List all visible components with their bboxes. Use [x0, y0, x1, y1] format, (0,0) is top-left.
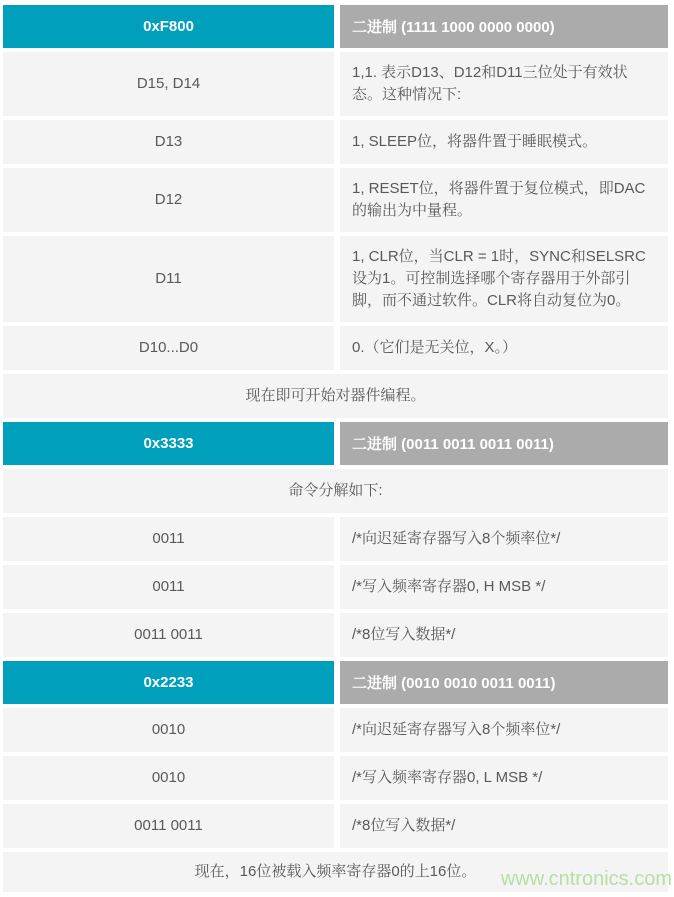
- bit-value-cell: 0011: [3, 565, 334, 609]
- table-row-d15-d14: [3, 52, 668, 116]
- binary-value-header: 二进制 (0011 0011 0011 0011): [340, 422, 668, 465]
- bit-description-cell: 1,1. 表示D13、D12和D11三位处于有效状态。这种情况下:: [340, 52, 668, 116]
- table-row-bits-0011-b: [3, 565, 668, 609]
- bit-description-cell: 0.（它们是无关位，X。）: [340, 326, 668, 370]
- header-row-0x2233: [3, 661, 668, 704]
- table-row-bits-0011-a: [3, 517, 668, 561]
- hex-code-header: 0xF800: [3, 5, 334, 48]
- note-row-register-loaded: [3, 852, 672, 892]
- table-row-d12: [3, 168, 668, 232]
- hex-code-header: 0x2233: [3, 661, 334, 704]
- bit-comment-cell: /*写入频率寄存器0, L MSB */: [340, 756, 668, 800]
- register-table: [3, 5, 672, 892]
- bit-value-cell: 0010: [3, 756, 334, 800]
- bit-name-cell: D12: [3, 168, 334, 232]
- note-text: 现在，16位被载入频率寄存器0的上16位。: [194, 863, 477, 880]
- header-row-0x3333: [3, 422, 668, 465]
- table-row-d11: [3, 236, 668, 322]
- bit-name-cell: D13: [3, 120, 334, 164]
- bit-comment-cell: /*写入频率寄存器0, H MSB */: [340, 565, 668, 609]
- header-row-0xf800: [3, 5, 668, 48]
- table-row-bits-0010-a: [3, 708, 668, 752]
- bit-description-cell: 1, SLEEP位，将器件置于睡眠模式。: [340, 120, 668, 164]
- table-row-d13: [3, 120, 668, 164]
- note-row-command-breakdown: [3, 469, 668, 513]
- hex-code-header: 0x3333: [3, 422, 334, 465]
- watermark-text: www.cntronics.com: [500, 868, 672, 890]
- table-row-bits-0011-0011-b: [3, 804, 668, 848]
- binary-value-header: 二进制 (0010 0010 0011 0011): [340, 661, 668, 704]
- note-text: 命令分解如下:: [3, 469, 668, 513]
- bit-comment-cell: /*向迟延寄存器写入8个频率位*/: [340, 517, 668, 561]
- table-row-d10-d0: [3, 326, 668, 370]
- note-text: 现在即可开始对器件编程。: [3, 374, 668, 418]
- bit-description-cell: 1, RESET位，将器件置于复位模式，即DAC的输出为中量程。: [340, 168, 668, 232]
- bit-value-cell: 0010: [3, 708, 334, 752]
- bit-value-cell: 0011 0011: [3, 613, 334, 657]
- bit-value-cell: 0011 0011: [3, 804, 334, 848]
- bit-name-cell: D11: [3, 236, 334, 322]
- bit-comment-cell: /*8位写入数据*/: [340, 613, 668, 657]
- bit-name-cell: D10...D0: [3, 326, 334, 370]
- bit-comment-cell: /*8位写入数据*/: [340, 804, 668, 848]
- bit-description-cell: 1, CLR位，当CLR = 1时，SYNC和SELSRC设为1。可控制选择哪个寄存器用于外部引脚，而不通过软件。CLR将自动复位为0。: [340, 236, 668, 322]
- binary-value-header: 二进制 (1111 1000 0000 0000): [340, 5, 668, 48]
- bit-value-cell: 0011: [3, 517, 334, 561]
- table-row-bits-0011-0011-a: [3, 613, 668, 657]
- table-row-bits-0010-b: [3, 756, 668, 800]
- bit-comment-cell: /*向迟延寄存器写入8个频率位*/: [340, 708, 668, 752]
- note-text-container: [3, 852, 672, 892]
- bit-name-cell: D15, D14: [3, 52, 334, 116]
- note-row-programming-start: [3, 374, 668, 418]
